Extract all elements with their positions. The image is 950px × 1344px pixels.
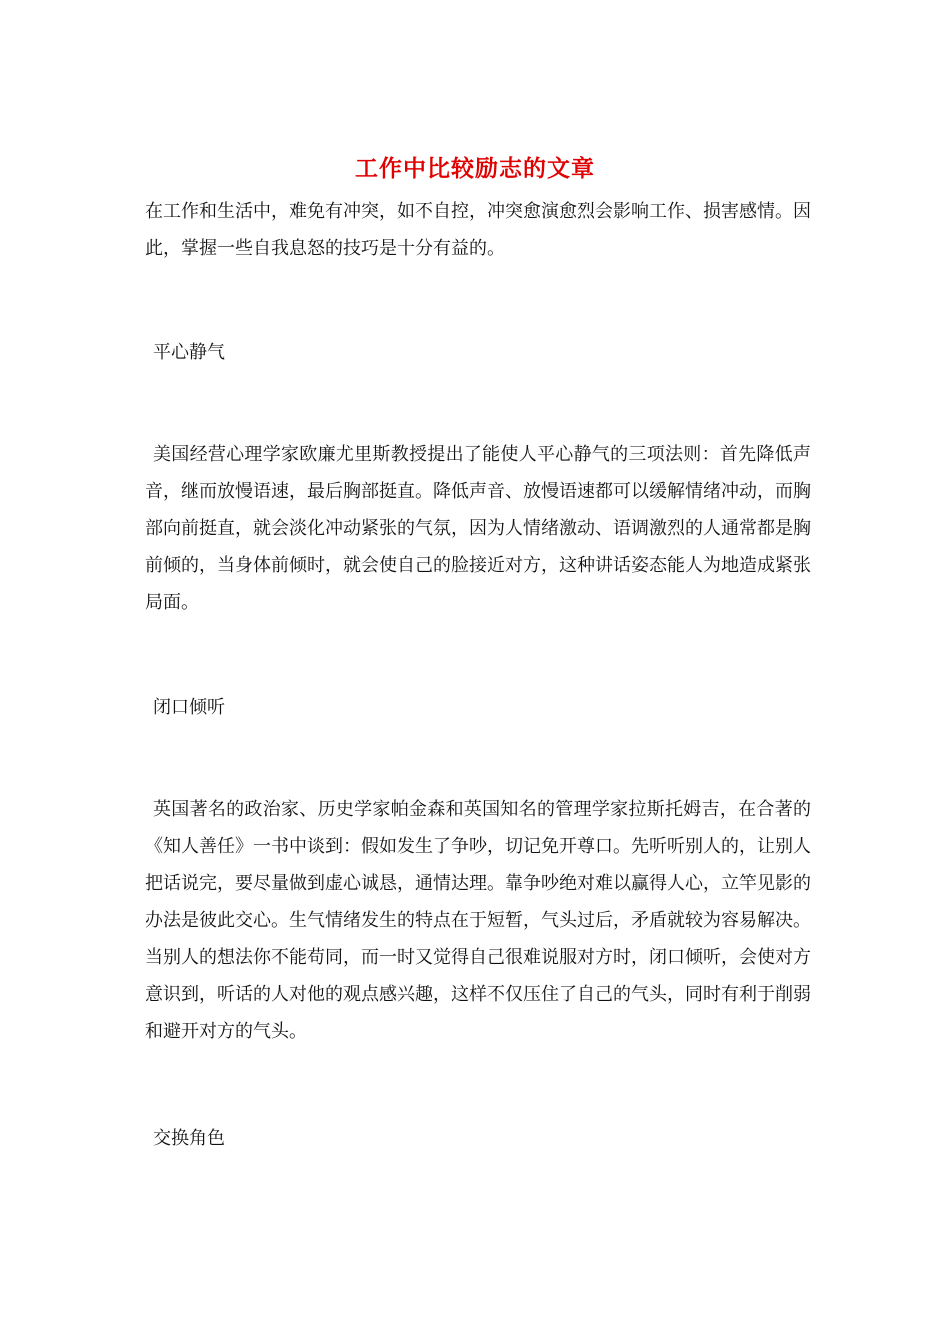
section-heading-switch-roles: 交换角色 (153, 1128, 225, 1149)
section-heading-listen: 闭口倾听 (153, 697, 225, 718)
section-heading-calm: 平心静气 (153, 342, 225, 363)
intro-paragraph: 在工作和生活中，难免有冲突，如不自控，冲突愈演愈烈会影响工作、损害感情。因此，掌握一些自我息怒的技巧是十分有益的。 (145, 201, 811, 259)
section-body-listen: 英国著名的政治家、历史学家帕金森和英国知名的管理学家拉斯托姆吉，在合著的《知人善任》一书中谈到：假如发生了争吵，切记免开尊口。先听听别人的，让别人把话说完，要尽量做到虚心诚恳，通情达理。靠争吵绝对难以赢得人心，立竿见影的办法是彼此交心。生气情绪发生的特点在于短暂，气头过后，矛盾就较为容易解决。当别人的想法你不能苟同，而一时又觉得自己很难说服对方时，闭口倾听，会使对方意识到，听话的人对他的观点感兴趣，这样不仅压住了自己的气头，同时有利于削弱和避开对方的气头。 (145, 799, 811, 1042)
section-body-calm: 美国经营心理学家欧廉尤里斯教授提出了能使人平心静气的三项法则：首先降低声音，继而放慢语速，最后胸部挺直。降低声音、放慢语速都可以缓解情绪冲动，而胸部向前挺直，就会淡化冲动紧张的气氛，因为人情绪激动、语调激烈的人通常都是胸前倾的，当身体前倾时，就会使自己的脸接近对方，这种讲话姿态能人为地造成紧张局面。 (145, 444, 811, 613)
document-title: 工作中比较励志的文章 (355, 155, 595, 182)
